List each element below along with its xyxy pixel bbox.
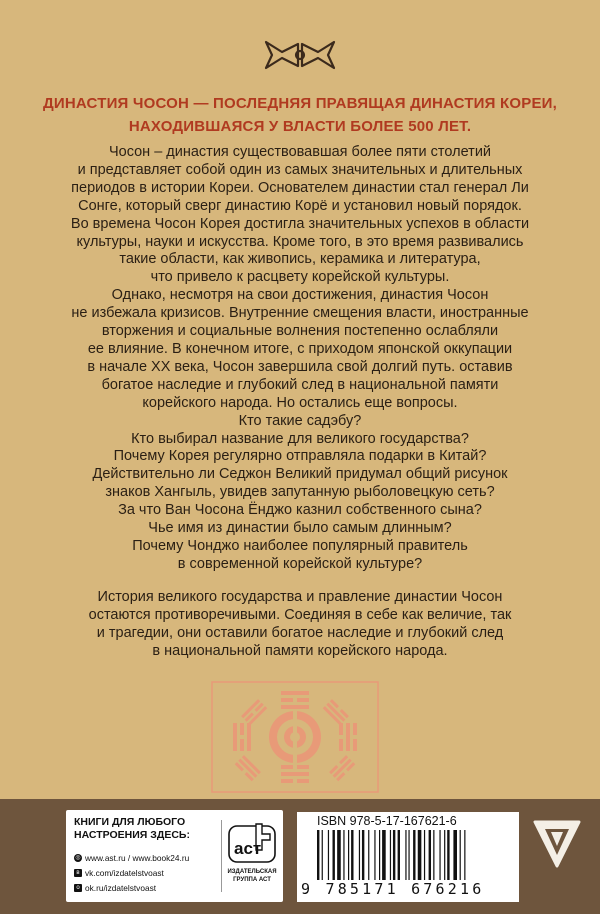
barcode-bar [359, 830, 360, 880]
body-line: такие области, как живопись, керамика и литература, [119, 251, 481, 268]
ok-icon: о [74, 884, 82, 892]
body-line: Чье имя из династии было самым длинным? [148, 520, 452, 537]
body-line: ее влияние. В конечном итоге, с приходом японской оккупации [87, 340, 513, 357]
body-line: не избежала кризисов. Внутренние смещения власти, иностранные [71, 305, 529, 322]
globe-icon: ◎ [75, 855, 81, 861]
card-divider [221, 820, 222, 892]
publisher-info-card [66, 810, 283, 902]
publisher-caption-line-2: ГРУППА АСТ [233, 877, 271, 883]
ast-publisher-logo [228, 822, 276, 864]
vk-link-text: vk.com/izdatelstvoast [85, 868, 164, 878]
barcode-bar [398, 830, 400, 880]
barcode-digits: 9 785171 676216 [301, 880, 485, 898]
summary-line: в национальной памяти корейского народа. [152, 642, 448, 659]
barcode-bar [379, 830, 380, 880]
info-title-line-1: КНИГИ ДЛЯ ЛЮБОГО [74, 816, 186, 828]
isbn-text: ISBN 978-5-17-167621-6 [317, 814, 457, 828]
barcode-bar [368, 830, 369, 880]
summary-line: остаются противоречивыми. Соединяя в себе как величие, так [88, 606, 512, 623]
body-line: вторжения и социальные волнения постепенно ослабляли [101, 323, 499, 340]
barcode-bar [408, 830, 409, 880]
body-line: Кто такие садэбу? [238, 412, 362, 429]
body-line: За что Ван Чосона Ёнджо казнил собственного сына? [118, 502, 482, 519]
body-line: Кто выбирал название для великого государства? [131, 430, 469, 447]
barcode-bar [390, 830, 391, 880]
body-line: Во времена Чосон Корея достигла значительных успехов в области [70, 215, 530, 232]
barcode-bar [374, 830, 375, 880]
info-title-line-2: НАСТРОЕНИЯ ЗДЕСЬ: [74, 829, 190, 841]
ok-link[interactable] [74, 883, 156, 893]
barcode-bar [433, 830, 434, 880]
body-line: культуры, науки и искусства. Кроме того, в это время развивались [76, 233, 524, 250]
website-link-text: www.ast.ru / www.book24.ru [85, 853, 190, 863]
ast-logo-text: аст [234, 839, 262, 858]
barcode-bar [429, 830, 431, 880]
barcode-bar [343, 830, 344, 880]
vk-link[interactable] [74, 868, 164, 878]
body-line: Почему Корея регулярно отправляла подарки в Китай? [113, 448, 487, 465]
ornament-emblem-icon [262, 38, 338, 72]
body-line: в современной корейской культуре? [177, 555, 423, 572]
barcode-bar [460, 830, 461, 880]
summary-line: История великого государства и правление династии Чосон [97, 589, 503, 605]
body-line: Действительно ли Седжон Великий придумал общий рисунок [92, 466, 508, 483]
barcode-bar [317, 830, 319, 880]
barcode-bar [439, 830, 440, 880]
website-link[interactable] [74, 853, 189, 863]
body-line: богатое наследие и глубокий след в национальной памяти [101, 376, 499, 393]
description-text [10, 144, 590, 574]
bagua-ornament-icon [211, 681, 379, 793]
barcode-bar [348, 830, 349, 880]
body-line: и представляет собой один из самых значительных и длительных [77, 161, 523, 178]
publisher-caption-line-1: ИЗДАТЕЛЬСКАЯ [227, 869, 277, 875]
barcode-icon [317, 830, 507, 880]
publisher-caption [223, 868, 281, 884]
summary-line: и трагедии, они оставили богатое наследие и глубокий след [96, 624, 504, 641]
body-line: периодов в истории Кореи. Основателем династии стал генерал Ли [71, 179, 529, 196]
headline-line-2: НАХОДИВШАЯСЯ У ВЛАСТИ БОЛЕЕ 500 ЛЕТ. [128, 118, 472, 135]
barcode-card [297, 812, 519, 902]
headline-line-1: ДИНАСТИЯ ЧОСОН — ПОСЛЕДНЯЯ ПРАВЯЩАЯ ДИНАСТИЯ КОРЕИ, [43, 95, 557, 112]
body-line: Почему Чонджо наиболее популярный правитель [132, 537, 468, 554]
barcode-bar [322, 830, 323, 880]
barcode-bar [447, 830, 449, 880]
body-line: Сонге, который сверг династию Корё и установил новый порядок. [78, 197, 522, 214]
vk-icon: в [74, 869, 82, 877]
body-line: Однако, несмотря на свои достижения, династия Чосон [111, 287, 489, 304]
v-publisher-logo-icon [527, 812, 587, 872]
barcode-bar [453, 830, 457, 880]
barcode-bar [362, 830, 364, 880]
ok-link-text: ok.ru/izdatelstvoast [85, 883, 157, 893]
barcode-bar [464, 830, 465, 880]
body-line: знаков Хангыль, увидев запутанную рыболовецкую сеть? [105, 484, 495, 501]
summary-text [10, 589, 590, 661]
barcode-bar [337, 830, 341, 880]
headline [20, 92, 580, 138]
body-line: корейского народа. Но остались еще вопросы. [142, 394, 458, 411]
barcode-bar [444, 830, 445, 880]
barcode-bar [382, 830, 386, 880]
body-line: в начале XX века, Чосон завершила свой долгий путь. оставив [87, 358, 513, 375]
barcode-bar [333, 830, 335, 880]
barcode-bar [413, 830, 415, 880]
barcode-bar [418, 830, 422, 880]
barcode-bar [424, 830, 425, 880]
barcode-bar [405, 830, 406, 880]
barcode-bar [393, 830, 395, 880]
barcode-bar [351, 830, 353, 880]
body-line: что привело к расцвету корейской культуры. [150, 269, 450, 286]
barcode-bar [328, 830, 329, 880]
info-title [74, 816, 190, 842]
body-line: Чосон – династия существовавшая более пяти столетий [108, 144, 492, 160]
